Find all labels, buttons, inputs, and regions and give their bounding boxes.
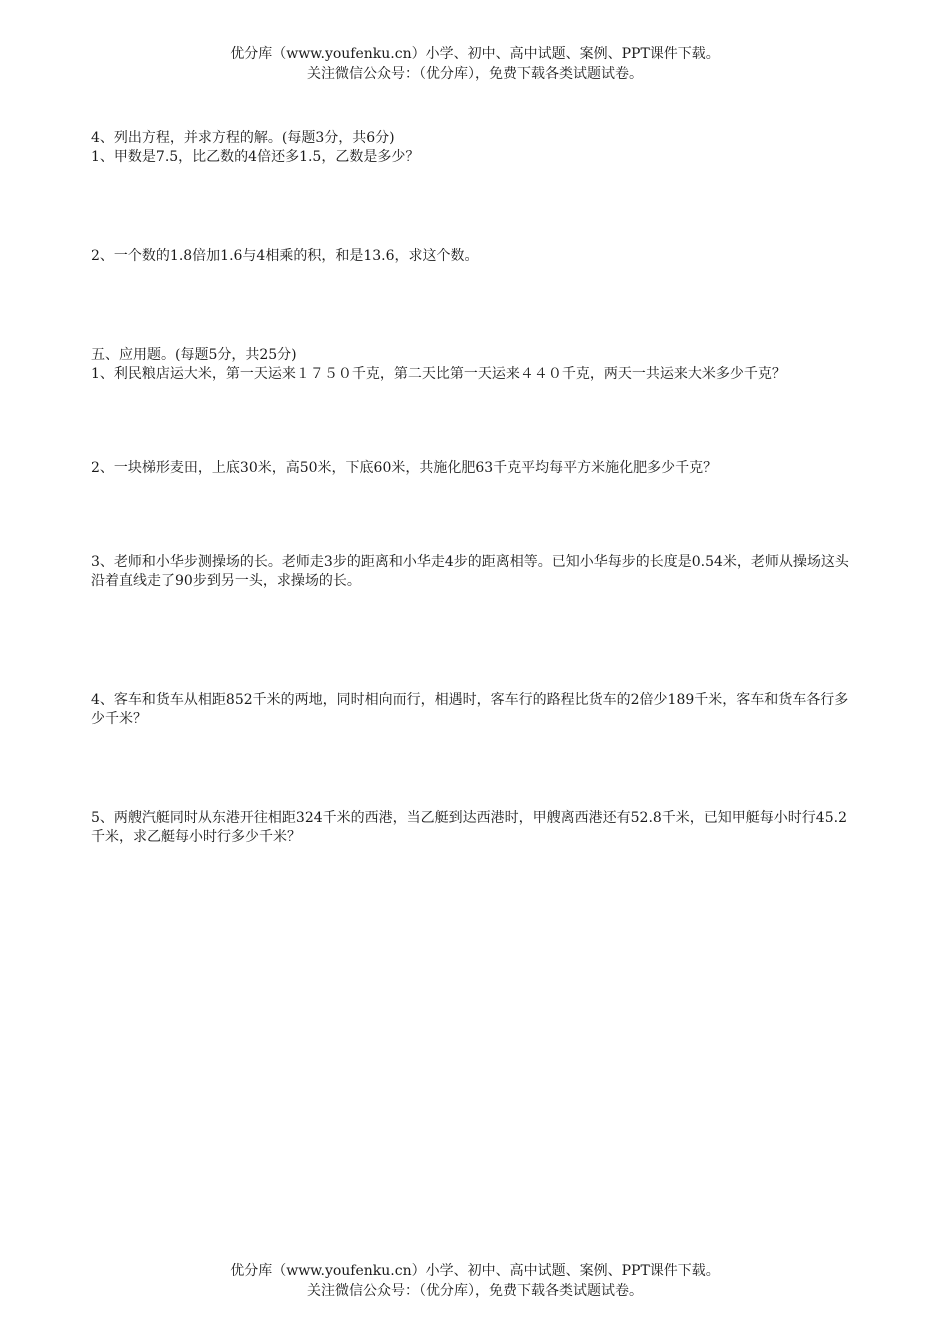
page-footer xyxy=(0,1261,950,1301)
section-5-question-1: 1、利民粮店运大米，第一天运来１７５０千克，第二天比第一天运来４４０千克，两天一共运来大米多少千克？ xyxy=(91,366,786,382)
section-5-question-4: 4、客车和货车从相距852千米的两地，同时相向而行，相遇时，客车行的路程比货车的2倍少189千米，客车和货车各行多少千米？ xyxy=(91,692,849,727)
footer-line-2: 关注微信公众号：（优分库），免费下载各类试题试卷。 xyxy=(307,1283,643,1299)
page-header xyxy=(0,44,950,84)
answer-space xyxy=(91,167,859,247)
section-4-heading: 4、列出方程，并求方程的解。(每题3分，共6分) xyxy=(91,130,395,146)
header-line-1: 优分库（www.youfenku.cn）小学、初中、高中试题、案例、PPT课件下载。 xyxy=(230,46,720,62)
answer-space xyxy=(91,266,859,346)
answer-space xyxy=(91,478,859,553)
section-4-question-2: 2、一个数的1.8倍加1.6与4相乘的积，和是13.6，求这个数。 xyxy=(91,248,479,264)
section-4-question-1: 1、甲数是7.5，比乙数的4倍还多1.5，乙数是多少？ xyxy=(91,149,420,165)
header-line-2: 关注微信公众号：（优分库），免费下载各类试题试卷。 xyxy=(307,66,643,82)
answer-space xyxy=(91,729,859,809)
answer-space xyxy=(91,384,859,459)
section-5-question-3: 3、老师和小华步测操场的长。老师走3步的距离和小华走4步的距离相等。已知小华每步的长度是0.54米，老师从操场这头沿着直线走了90步到另一头，求操场的长。 xyxy=(91,554,849,589)
exam-content xyxy=(91,129,859,847)
section-5-heading: 五、应用题。(每题5分，共25分) xyxy=(91,347,297,363)
section-5-question-5: 5、两艘汽艇同时从东港开往相距324千米的西港，当乙艇到达西港时，甲艘离西港还有52.8千米，已知甲艇每小时行45.2千米，求乙艇每小时行多少千米？ xyxy=(91,810,847,845)
section-5-question-2: 2、一块梯形麦田，上底30米，高50米，下底60米，共施化肥63千克平均每平方米施化肥多少千克？ xyxy=(91,460,718,476)
answer-space xyxy=(91,591,859,691)
footer-line-1: 优分库（www.youfenku.cn）小学、初中、高中试题、案例、PPT课件下载。 xyxy=(230,1263,720,1279)
